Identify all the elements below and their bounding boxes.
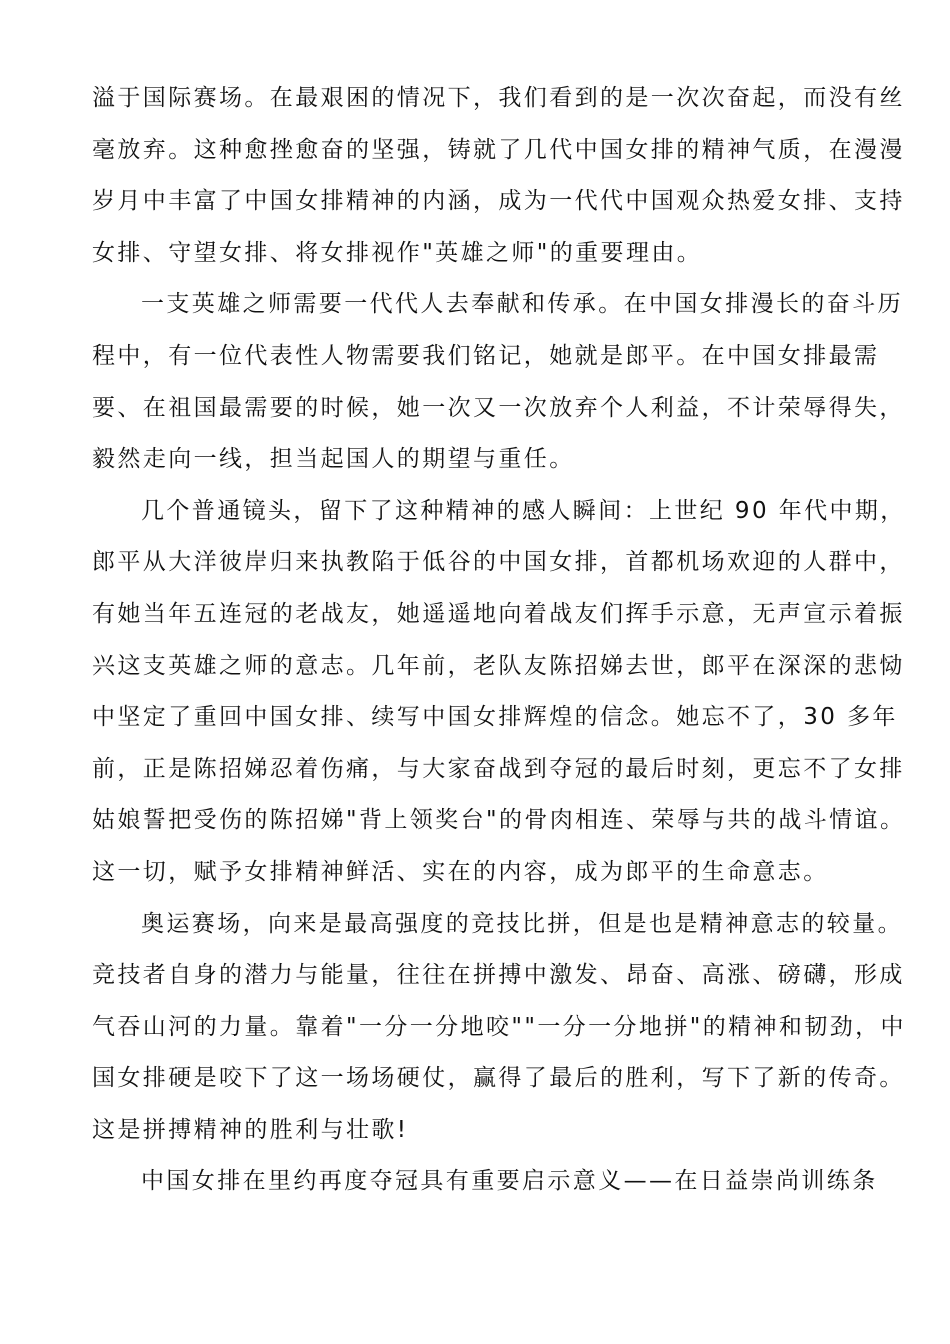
paragraph [92, 279, 905, 485]
text-line: 有她当年五连冠的老战友，她遥遥地向着战友们挥手示意，无声宣示着振 [92, 600, 905, 627]
text-line: 郎平从大洋彼岸归来执教陷于低谷的中国女排，首都机场欢迎的人群中， [92, 549, 905, 576]
paragraph [92, 73, 905, 279]
text-line: 国女排硬是咬下了这一场场硬仗，赢得了最后的胜利，写下了新的传奇。 [92, 1065, 905, 1092]
paragraph [92, 899, 906, 1157]
text-line: 女排、守望女排、将女排视作"英雄之师"的重要理由。 [92, 239, 703, 266]
text-line: 气吞山河的力量。靠着"一分一分地咬""一分一分地拼"的精神和韧劲，中 [92, 1013, 906, 1040]
text-line: 姑娘誓把受伤的陈招娣"背上领奖台"的骨肉相连、荣辱与共的战斗情谊。 [92, 807, 906, 834]
text-line: 中坚定了重回中国女排、续写中国女排辉煌的信念。她忘不了，30 多年 [92, 704, 898, 731]
text-line: 岁月中丰富了中国女排精神的内涵，成为一代代中国观众热爱女排、支持 [92, 188, 905, 215]
paragraph [92, 486, 906, 899]
text-line: 这一切，赋予女排精神鲜活、实在的内容，成为郎平的生命意志。 [92, 858, 829, 885]
article-body [92, 73, 906, 1208]
text-line: 几个普通镜头，留下了这种精神的感人瞬间：上世纪 90 年代中期， [141, 497, 906, 524]
text-line: 竞技者自身的潜力与能量，往往在拼搏中激发、昂奋、高涨、磅礴，形成 [92, 962, 905, 989]
text-line: 一支英雄之师需要一代代人去奉献和传承。在中国女排漫长的奋斗历 [141, 291, 903, 318]
text-line: 要、在祖国最需要的时候，她一次又一次放弃个人利益，不计荣辱得失， [92, 394, 905, 421]
text-line: 毅然走向一线，担当起国人的期望与重任。 [92, 446, 575, 473]
text-line: 溢于国际赛场。在最艰困的情况下，我们看到的是一次次奋起，而没有丝 [92, 85, 905, 111]
text-line: 奥运赛场，向来是最高强度的竞技比拼，但是也是精神意志的较量。 [141, 910, 903, 937]
text-line: 中国女排在里约再度夺冠具有重要启示意义——在日益崇尚训练条 [141, 1168, 878, 1195]
text-line: 程中，有一位代表性人物需要我们铭记，她就是郎平。在中国女排最需 [92, 342, 880, 369]
paragraph [92, 1156, 878, 1208]
text-line: 毫放弃。这种愈挫愈奋的坚强，铸就了几代中国女排的精神气质，在漫漫 [92, 136, 905, 163]
text-line: 前，正是陈招娣忍着伤痛，与大家奋战到夺冠的最后时刻，更忘不了女排 [92, 755, 905, 782]
text-line: 这是拼搏精神的胜利与壮歌! [92, 1116, 409, 1143]
text-line: 兴这支英雄之师的意志。几年前，老队友陈招娣去世，郎平在深深的悲恸 [92, 652, 905, 679]
